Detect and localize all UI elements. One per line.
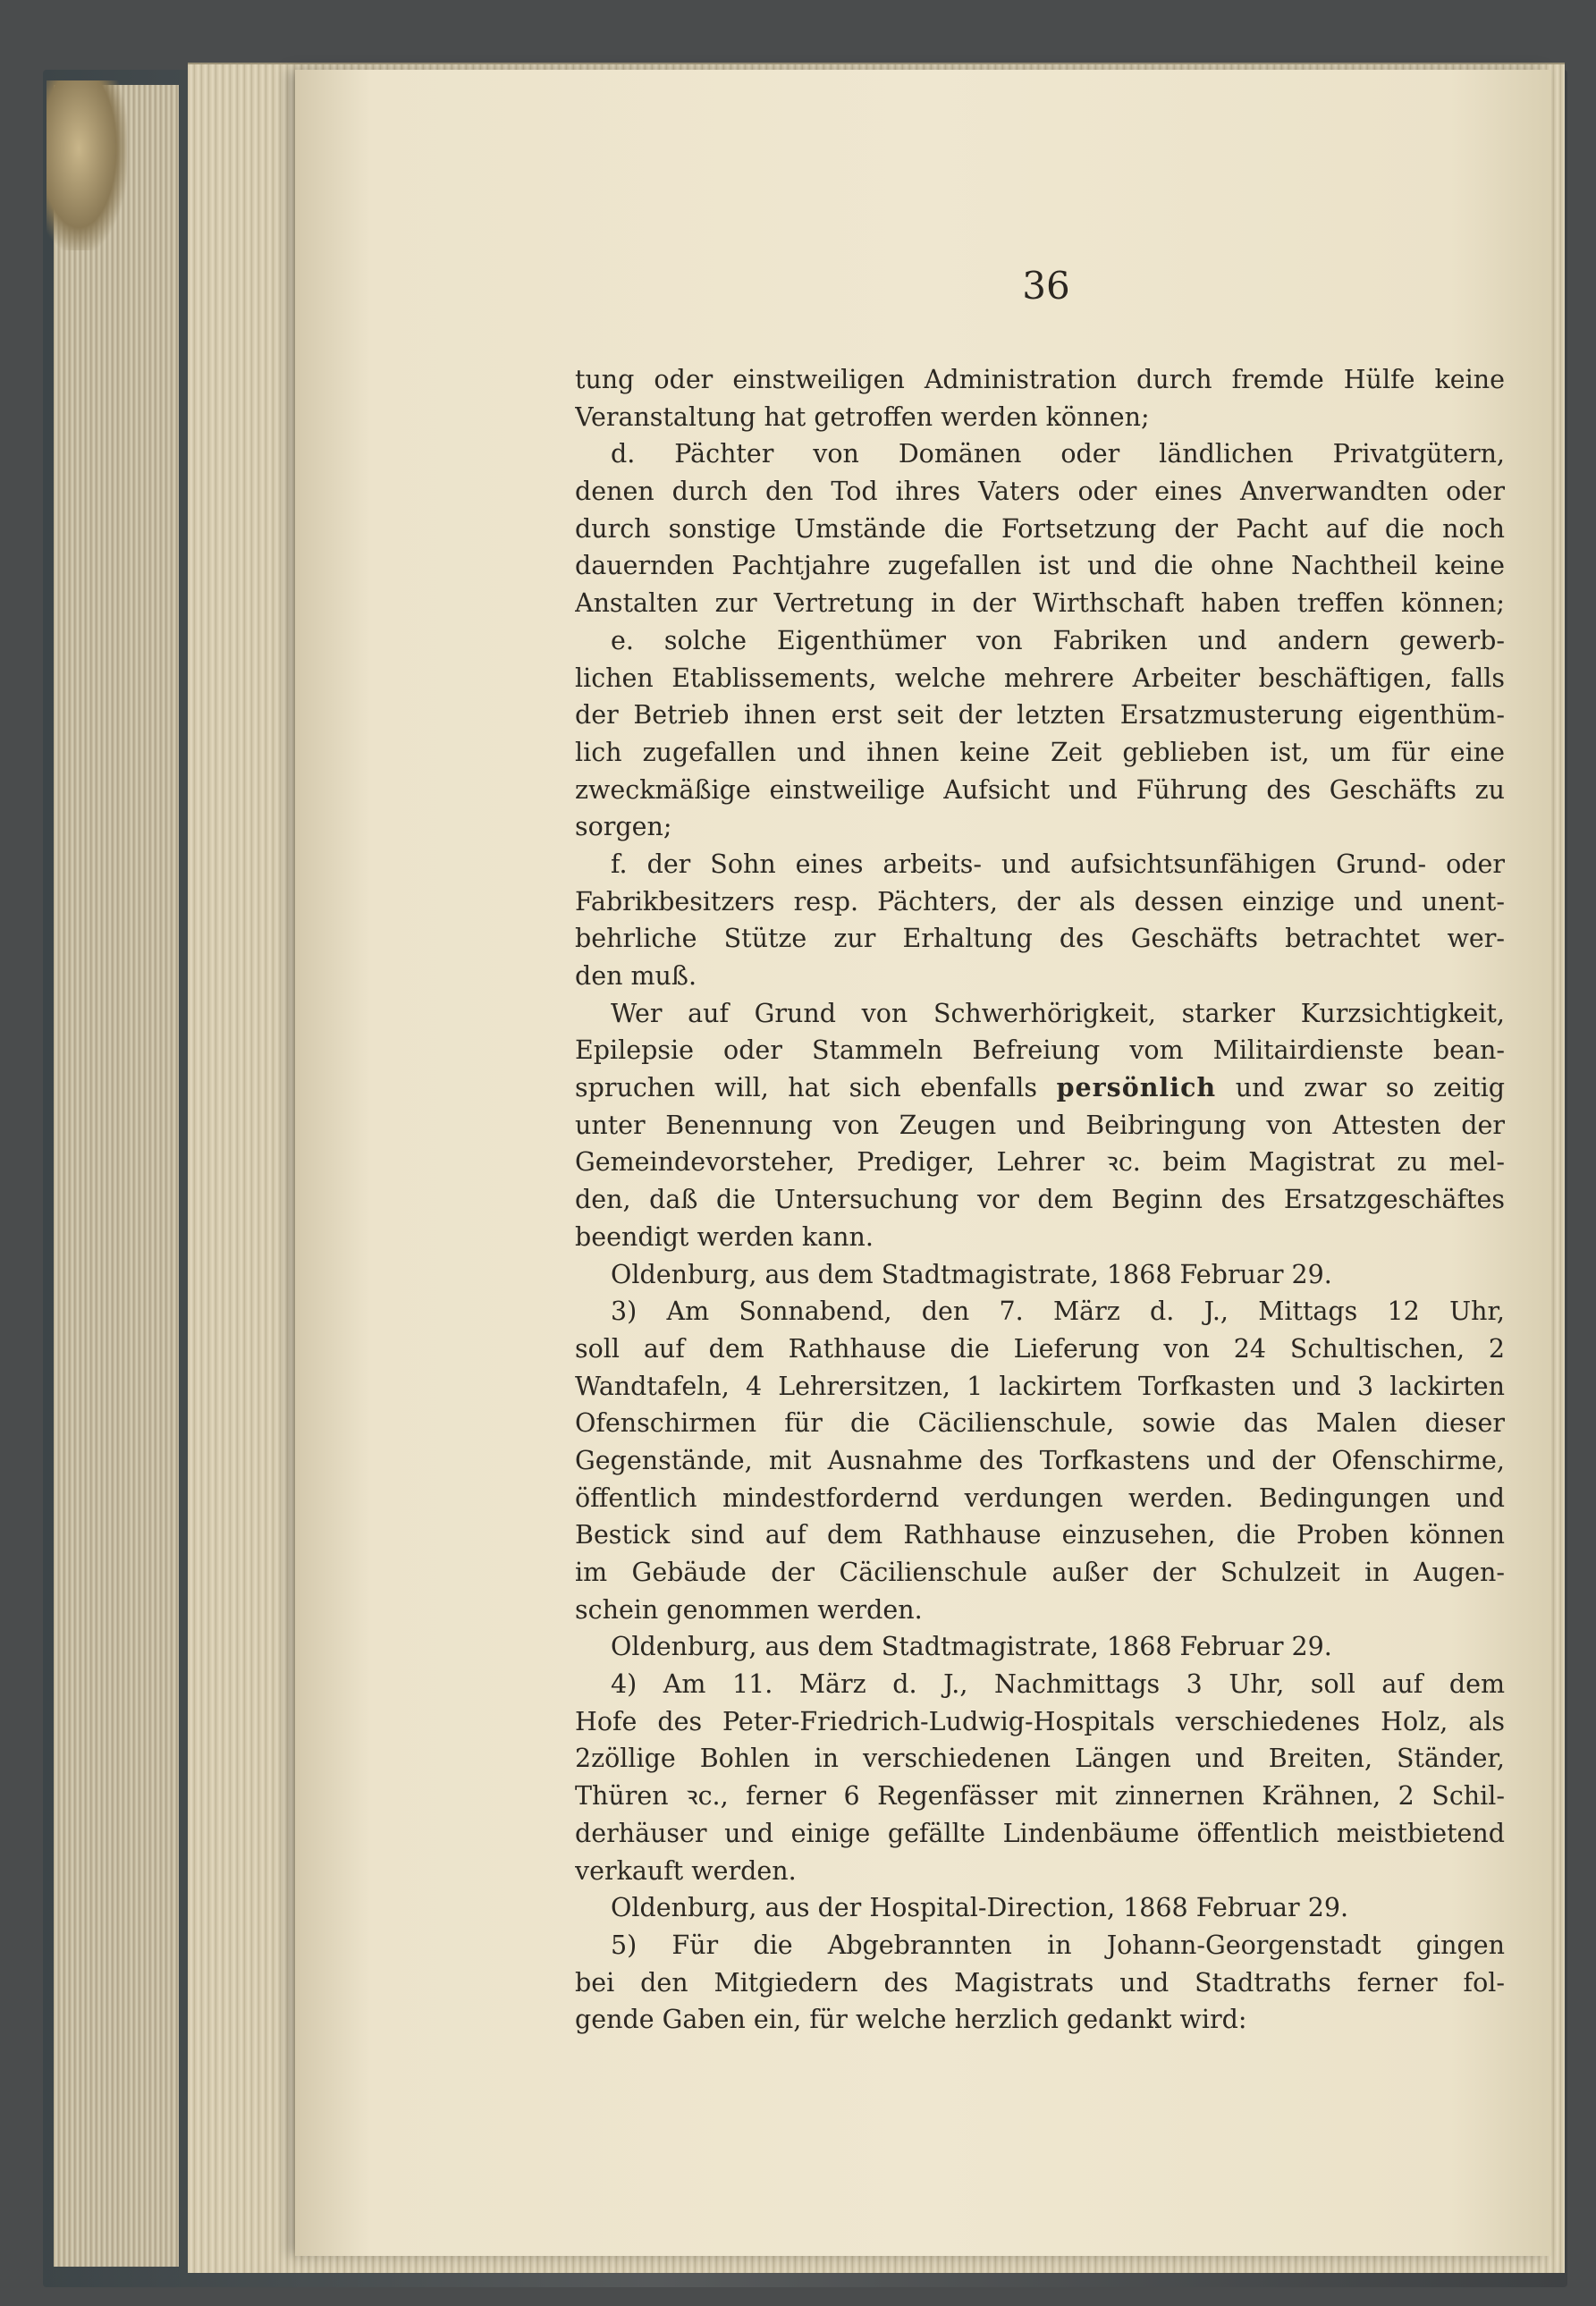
- text-line: e. solche Eigenthümer von Fabriken und andern gewerb-: [611, 625, 1505, 655]
- text-line: durch sonstige Umstände die Fortsetzung der Pacht auf die noch: [575, 513, 1505, 544]
- text-line: Gegenstände, mit Ausnahme des Torfkastens und der Ofenschirme,: [575, 1445, 1505, 1475]
- text-line: f. der Sohn eines arbeits- und aufsichtsunfähigen Grund- oder: [611, 849, 1505, 879]
- text-line: 2zöllige Bohlen in verschiedenen Längen und Breiten, Ständer,: [575, 1744, 1505, 1774]
- text-line: soll auf dem Rathhause die Lieferung von 24 Schultischen, 2: [575, 1333, 1505, 1364]
- text-line: spruchen will, hat sich ebenfalls persönlich und zwar so zeitig: [575, 1072, 1505, 1103]
- text-line: derhäuser und einige gefällte Lindenbäume öffentlich meistbietend: [575, 1818, 1505, 1848]
- text-line: schein genommen werden.: [575, 1594, 923, 1625]
- page-number: 36: [1022, 264, 1070, 308]
- text-line: bei den Mitgiedern des Magistrats und Stadtraths ferner fol-: [575, 1967, 1505, 1998]
- text-line: verkauft werden.: [575, 1855, 797, 1886]
- text-line: Oldenburg, aus dem Stadtmagistrate, 1868 Februar 29.: [611, 1632, 1332, 1662]
- text-line: Anstalten zur Vertretung in der Wirthschaft haben treffen können;: [575, 588, 1505, 619]
- text-line: Gemeindevorsteher, Prediger, Lehrer ꝛc. beim Magistrat zu mel-: [575, 1147, 1505, 1178]
- text-line: Oldenburg, aus der Hospital-Direction, 1868 Februar 29.: [611, 1893, 1349, 1923]
- emphasized-word: persönlich: [1056, 1072, 1217, 1103]
- text-line: beendigt werden kann.: [575, 1221, 874, 1252]
- text-line: Hofe des Peter-Friedrich-Ludwig-Hospitals verschiedenes Holz, als: [575, 1706, 1505, 1736]
- text-line: Epilepsie oder Stammeln Befreiung vom Militairdienste bean-: [575, 1035, 1505, 1066]
- text-line: zweckmäßige einstweilige Aufsicht und Führung des Geschäfts zu: [575, 774, 1505, 805]
- text-line: Fabrikbesitzers resp. Pächters, der als dessen einzige und unent-: [575, 886, 1505, 916]
- text-line: tung oder einstweiligen Administration durch fremde Hülfe keine: [575, 365, 1505, 394]
- text-line: 4) Am 11. März d. J., Nachmittags 3 Uhr, soll auf dem: [611, 1669, 1505, 1700]
- text-line: Ofenschirmen für die Cäcilienschule, sowie das Malen dieser: [575, 1408, 1505, 1439]
- text-line: lichen Etablissements, welche mehrere Arbeiter beschäftigen, falls: [575, 663, 1505, 693]
- text-line: den, daß die Untersuchung vor dem Beginn des Ersatzgeschäftes: [575, 1185, 1505, 1215]
- body-text: [575, 361, 1505, 2039]
- text-line: behrliche Stütze zur Erhaltung des Geschäfts betrachtet wer-: [575, 924, 1505, 954]
- text-line: Oldenburg, aus dem Stadtmagistrate, 1868 Februar 29.: [611, 1259, 1332, 1289]
- cover-wear-mark: [46, 80, 127, 250]
- text-line: sorgen;: [575, 812, 672, 842]
- text-line: Wer auf Grund von Schwerhörigkeit, starker Kurzsichtigkeit,: [611, 998, 1505, 1028]
- text-line: Wandtafeln, 4 Lehrersitzen, 1 lackirtem Torfkasten und 3 lackirten: [575, 1371, 1505, 1401]
- text-line: 5) Für die Abgebrannten in Johann-Georgenstadt gingen: [611, 1930, 1505, 1960]
- text-line: öffentlich mindestfordernd verdungen werden. Bedingungen und: [575, 1482, 1505, 1513]
- text-line: im Gebäude der Cäcilienschule außer der Schulzeit in Augen-: [575, 1558, 1505, 1587]
- text-line: 3) Am Sonnabend, den 7. März d. J., Mittags 12 Uhr,: [611, 1297, 1505, 1327]
- text-line: Veranstaltung hat getroffen werden können;: [575, 401, 1150, 432]
- text-line: Bestick sind auf dem Rathhause einzusehen, die Proben können: [575, 1520, 1505, 1550]
- text-line: lich zugefallen und ihnen keine Zeit geblieben ist, um für eine: [575, 737, 1505, 767]
- cover-spine-edge: [54, 85, 179, 2267]
- text-line: gende Gaben ein, für welche herzlich gedankt wird:: [575, 2005, 1247, 2035]
- text-line: dauernden Pachtjahre zugefallen ist und die ohne Nachtheil keine: [575, 551, 1505, 581]
- text-line: unter Benennung von Zeugen und Beibringung von Attesten der: [575, 1110, 1505, 1140]
- text-line: Thüren ꝛc., ferner 6 Regenfässer mit zinnernen Krähnen, 2 Schil-: [575, 1781, 1505, 1812]
- text-line: der Betrieb ihnen erst seit der letzten Ersatzmusterung eigenthüm-: [575, 700, 1505, 731]
- text-line: denen durch den Tod ihres Vaters oder eines Anverwandten oder: [575, 477, 1505, 507]
- text-line: den muß.: [575, 961, 697, 991]
- text-line: d. Pächter von Domänen oder ländlichen Privatgütern,: [611, 439, 1505, 469]
